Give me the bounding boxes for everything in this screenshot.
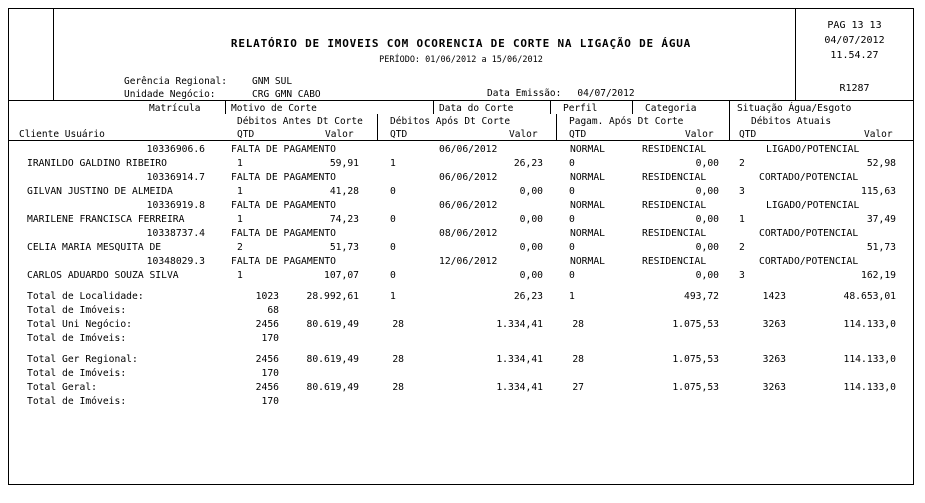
col-debitos-atuais: Débitos Atuais	[751, 116, 832, 127]
total-imoveis-row	[9, 368, 913, 382]
antes-valor-value: 74,23	[329, 214, 359, 225]
total-apos-valor: 1.334,41	[496, 319, 543, 330]
totals-spacer-2	[9, 347, 913, 354]
report-date: 04/07/2012	[824, 35, 885, 46]
col-categoria: Categoria	[645, 103, 697, 114]
apos-qtd-value: 0	[390, 242, 396, 253]
total-label: Total Ger Regional:	[27, 354, 138, 365]
antes-qtd-value: 1	[237, 158, 243, 169]
report-body	[9, 144, 913, 410]
data-emissao-value: 04/07/2012	[577, 88, 635, 99]
atuais-valor-value: 51,73	[866, 242, 896, 253]
atuais-valor-value: 37,49	[866, 214, 896, 225]
pag-valor-value: 0,00	[695, 186, 719, 197]
total-apos-valor: 26,23	[513, 291, 543, 302]
antes-qtd-value: 2	[237, 242, 243, 253]
apos-valor-value: 0,00	[519, 186, 543, 197]
total-apos-qtd: 28	[392, 382, 404, 393]
total-atuais-valor: 114.133,0	[843, 382, 896, 393]
antes-valor-value: 59,91	[329, 158, 359, 169]
total-imoveis-qtd: 170	[261, 333, 279, 344]
divider-7	[556, 114, 557, 140]
apos-valor-value: 0,00	[519, 242, 543, 253]
categoria-value: RESIDENCIAL	[642, 172, 707, 183]
col-apos-valor: Valor	[509, 129, 538, 140]
total-antes-valor: 28.992,61	[306, 291, 359, 302]
pag-qtd-value: 0	[569, 214, 575, 225]
table-row	[9, 270, 913, 284]
unidade-negocio-row	[124, 88, 321, 101]
total-antes-qtd: 2456	[255, 354, 279, 365]
table-row	[9, 228, 913, 242]
col-situacao: Situação Água/Esgoto	[737, 103, 852, 114]
cliente-value: GILVAN JUSTINO DE ALMEIDA	[27, 186, 173, 197]
atuais-valor-value: 162,19	[861, 270, 896, 281]
motivo-value: FALTA DE PAGAMENTO	[231, 144, 336, 155]
header-right-box	[795, 9, 913, 100]
atuais-valor-value: 115,63	[861, 186, 896, 197]
table-row	[9, 200, 913, 214]
data-emissao-label: Data Emissão:	[487, 88, 562, 99]
data-corte-value: 12/06/2012	[439, 256, 498, 267]
table-row	[9, 186, 913, 200]
gerencia-regional-value: GNM SUL	[252, 76, 293, 87]
total-atuais-valor: 48.653,01	[843, 291, 896, 302]
apos-valor-value: 0,00	[519, 270, 543, 281]
report-code: R1287	[839, 83, 870, 94]
total-pag-valor: 1.075,53	[672, 382, 719, 393]
apos-valor-value: 26,23	[513, 158, 543, 169]
total-imoveis-label: Total de Imóveis:	[27, 333, 127, 344]
antes-qtd-value: 1	[237, 214, 243, 225]
pag-valor-value: 0,00	[695, 158, 719, 169]
perfil-value: NORMAL	[570, 228, 605, 239]
cliente-value: MARILENE FRANCISCA FERREIRA	[27, 214, 185, 225]
total-apos-qtd: 28	[392, 354, 404, 365]
total-row	[9, 291, 913, 305]
perfil-value: NORMAL	[570, 172, 605, 183]
gerencia-regional-label: Gerência Regional:	[124, 76, 227, 87]
total-label: Total Uni Negócio:	[27, 319, 132, 330]
antes-valor-value: 107,07	[324, 270, 359, 281]
total-atuais-valor: 114.133,0	[843, 354, 896, 365]
motivo-value: FALTA DE PAGAMENTO	[231, 228, 336, 239]
perfil-value: NORMAL	[570, 256, 605, 267]
data-corte-value: 06/06/2012	[439, 144, 498, 155]
motivo-value: FALTA DE PAGAMENTO	[231, 200, 336, 211]
motivo-value: FALTA DE PAGAMENTO	[231, 256, 336, 267]
total-antes-qtd: 2456	[255, 382, 279, 393]
perfil-value: NORMAL	[570, 144, 605, 155]
total-apos-valor: 1.334,41	[496, 354, 543, 365]
total-apos-qtd: 28	[392, 319, 404, 330]
atuais-valor-value: 52,98	[866, 158, 896, 169]
table-row	[9, 214, 913, 228]
table-row	[9, 242, 913, 256]
col-debitos-antes: Débitos Antes Dt Corte	[237, 116, 363, 127]
antes-valor-value: 51,73	[329, 242, 359, 253]
total-label: Total de Localidade:	[27, 291, 144, 302]
situacao-value: CORTADO/POTENCIAL	[759, 256, 859, 267]
matricula-value: 10336914.7	[146, 172, 205, 183]
total-atuais-qtd: 3263	[762, 382, 786, 393]
situacao-value: CORTADO/POTENCIAL	[759, 172, 859, 183]
col-matricula: Matrícula	[149, 103, 201, 114]
total-pag-valor: 1.075,53	[672, 354, 719, 365]
categoria-value: RESIDENCIAL	[642, 256, 707, 267]
table-row	[9, 158, 913, 172]
total-pag-valor: 493,72	[684, 291, 719, 302]
total-row	[9, 382, 913, 396]
antes-valor-value: 41,28	[329, 186, 359, 197]
column-header-band	[9, 101, 913, 141]
col-cliente-usuario: Cliente Usuário	[19, 129, 105, 140]
total-imoveis-label: Total de Imóveis:	[27, 396, 127, 407]
total-atuais-qtd: 3263	[762, 354, 786, 365]
atuais-qtd-value: 2	[739, 242, 745, 253]
total-imoveis-label: Total de Imóveis:	[27, 305, 127, 316]
total-apos-qtd: 1	[390, 291, 396, 302]
total-pag-qtd: 28	[572, 354, 584, 365]
total-apos-valor: 1.334,41	[496, 382, 543, 393]
total-antes-valor: 80.619,49	[306, 319, 359, 330]
motivo-value: FALTA DE PAGAMENTO	[231, 172, 336, 183]
antes-qtd-value: 1	[237, 270, 243, 281]
situacao-value: LIGADO/POTENCIAL	[766, 200, 860, 211]
col-motivo-corte: Motivo de Corte	[231, 103, 317, 114]
table-row	[9, 144, 913, 158]
situacao-value: LIGADO/POTENCIAL	[766, 144, 860, 155]
col-antes-qtd: QTD	[237, 129, 255, 140]
divider-3	[550, 101, 551, 114]
col-atuais-qtd: QTD	[739, 129, 757, 140]
total-imoveis-row	[9, 333, 913, 347]
divider-8	[729, 114, 730, 140]
col-data-corte: Data do Corte	[439, 103, 514, 114]
total-imoveis-row	[9, 305, 913, 319]
totals-spacer	[9, 284, 913, 291]
cliente-value: CELIA MARIA MESQUITA DE	[27, 242, 162, 253]
total-imoveis-qtd: 170	[261, 368, 279, 379]
col-antes-valor: Valor	[325, 129, 354, 140]
total-row	[9, 319, 913, 333]
data-corte-value: 06/06/2012	[439, 200, 498, 211]
report-subtitle: PERÍODO: 01/06/2012 a 15/06/2012	[379, 55, 543, 65]
antes-qtd-value: 1	[237, 186, 243, 197]
col-pag-qtd: QTD	[569, 129, 587, 140]
gerencia-regional-row	[124, 75, 321, 88]
report-title: RELATÓRIO DE IMOVEIS COM OCORENCIA DE CORTE NA LIGAÇÃO DE ÁGUA	[230, 37, 692, 50]
categoria-value: RESIDENCIAL	[642, 144, 707, 155]
atuais-qtd-value: 3	[739, 270, 745, 281]
data-corte-value: 08/06/2012	[439, 228, 498, 239]
matricula-value: 10336906.6	[146, 144, 205, 155]
table-row	[9, 256, 913, 270]
apos-qtd-value: 0	[390, 186, 396, 197]
perfil-value: NORMAL	[570, 200, 605, 211]
apos-qtd-value: 1	[390, 158, 396, 169]
report-time: 11.54.27	[830, 50, 879, 61]
total-antes-qtd: 1023	[255, 291, 279, 302]
total-antes-valor: 80.619,49	[306, 354, 359, 365]
col-pagam-apos: Pagam. Após Dt Corte	[569, 116, 684, 127]
pag-qtd-value: 0	[569, 242, 575, 253]
apos-qtd-value: 0	[390, 270, 396, 281]
col-debitos-apos: Débitos Após Dt Corte	[390, 116, 511, 127]
data-emissao-block	[487, 88, 635, 99]
pag-qtd-value: 0	[569, 270, 575, 281]
unidade-negocio-value: CRG GMN CABO	[252, 89, 321, 100]
pag-qtd-value: 0	[569, 186, 575, 197]
total-antes-qtd: 2456	[255, 319, 279, 330]
total-label: Total Geral:	[27, 382, 97, 393]
pag-valor-value: 0,00	[695, 270, 719, 281]
data-corte-value: 06/06/2012	[439, 172, 498, 183]
total-imoveis-qtd: 170	[261, 396, 279, 407]
divider-2	[433, 101, 434, 114]
col-apos-qtd: QTD	[390, 129, 408, 140]
total-pag-valor: 1.075,53	[672, 319, 719, 330]
matricula-value: 10348029.3	[146, 256, 205, 267]
divider-6	[377, 114, 378, 140]
categoria-value: RESIDENCIAL	[642, 200, 707, 211]
header-org-block	[124, 75, 321, 101]
col-pag-valor: Valor	[685, 129, 714, 140]
col-atuais-valor: Valor	[864, 129, 893, 140]
total-atuais-valor: 114.133,0	[843, 319, 896, 330]
page-label: PAG 13 13	[827, 20, 882, 31]
total-pag-qtd: 1	[569, 291, 575, 302]
cliente-value: IRANILDO GALDINO RIBEIRO	[27, 158, 167, 169]
categoria-value: RESIDENCIAL	[642, 228, 707, 239]
pag-valor-value: 0,00	[695, 242, 719, 253]
pag-valor-value: 0,00	[695, 214, 719, 225]
divider-4	[632, 101, 633, 114]
atuais-qtd-value: 2	[739, 158, 745, 169]
report-header	[9, 9, 913, 101]
apos-valor-value: 0,00	[519, 214, 543, 225]
total-imoveis-qtd: 68	[267, 305, 279, 316]
pag-qtd-value: 0	[569, 158, 575, 169]
report-frame	[8, 8, 914, 485]
total-pag-qtd: 28	[572, 319, 584, 330]
unidade-negocio-label: Unidade Negócio:	[124, 89, 216, 100]
total-imoveis-label: Total de Imóveis:	[27, 368, 127, 379]
divider-1	[225, 101, 226, 114]
matricula-value: 10338737.4	[146, 228, 205, 239]
cliente-value: CARLOS ADUARDO SOUZA SILVA	[27, 270, 179, 281]
total-antes-valor: 80.619,49	[306, 382, 359, 393]
col-perfil: Perfil	[563, 103, 598, 114]
apos-qtd-value: 0	[390, 214, 396, 225]
total-pag-qtd: 27	[572, 382, 584, 393]
matricula-value: 10336919.8	[146, 200, 205, 211]
divider-5	[729, 101, 730, 114]
total-row	[9, 354, 913, 368]
total-atuais-qtd: 3263	[762, 319, 786, 330]
total-atuais-qtd: 1423	[762, 291, 786, 302]
table-row	[9, 172, 913, 186]
situacao-value: CORTADO/POTENCIAL	[759, 228, 859, 239]
total-imoveis-row	[9, 396, 913, 410]
atuais-qtd-value: 3	[739, 186, 745, 197]
atuais-qtd-value: 1	[739, 214, 745, 225]
